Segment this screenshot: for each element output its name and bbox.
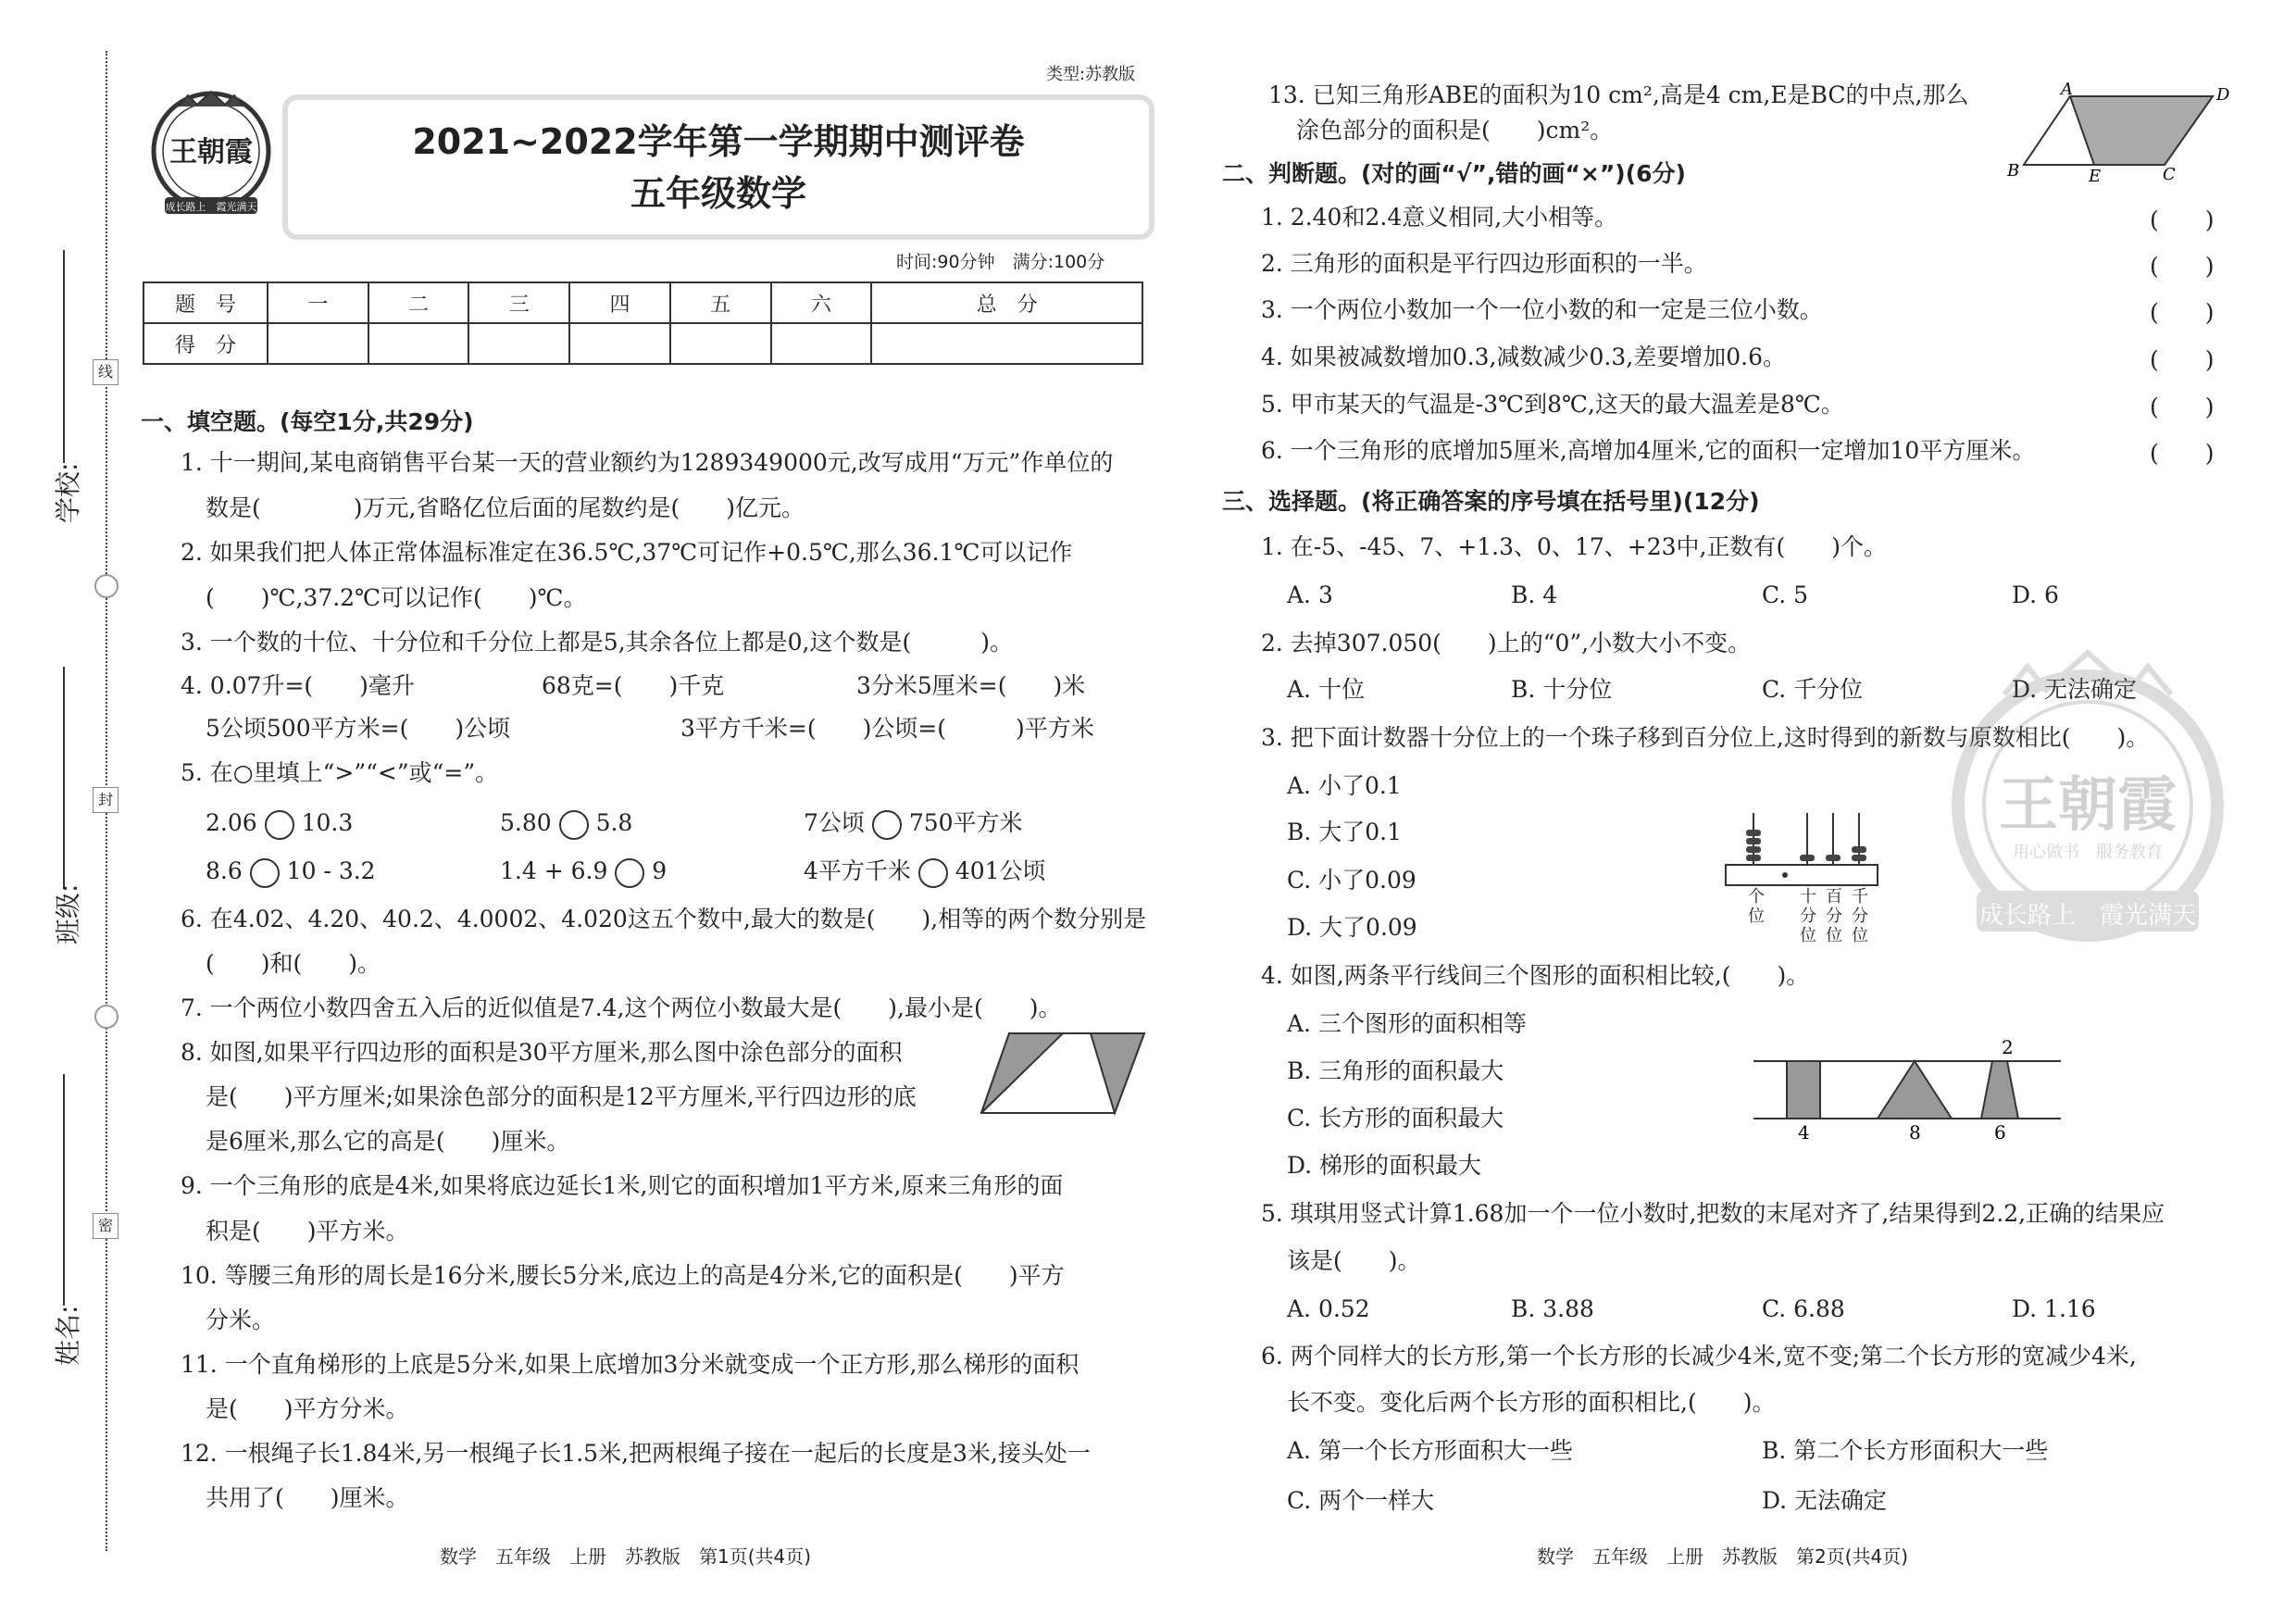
- label-e: E: [2089, 167, 2102, 181]
- score-header-cell: 题 号: [144, 282, 268, 323]
- s1-line: 8. 如图,如果平行四边形的面积是30平方厘米,那么图中涂色部分的面积: [181, 1039, 903, 1066]
- option: B. 大了0.1: [1287, 819, 1403, 845]
- abacus-label: 千分位: [1852, 887, 1868, 945]
- score-input-cell[interactable]: [670, 323, 771, 364]
- class-label: 班级:: [53, 883, 83, 944]
- s1-line: 9. 一个三角形的底是4米,如果将底边延长1米,则它的面积增加1平方米,原来三角形的面: [181, 1172, 1064, 1199]
- s1-line: 6. 在4.02、4.20、40.2、4.0002、4.020这五个数中,最大的数是( ),相等的两个数分别是: [181, 906, 1147, 932]
- compare-item: 2.06 10.3: [206, 807, 353, 840]
- option: C. 两个一样大: [1287, 1487, 1435, 1514]
- s1-line: 7. 一个两位小数四舍五入后的近似值是7.4,这个两位小数最大是( ),最小是( )。: [181, 994, 1062, 1021]
- option: B. 三角形的面积最大: [1287, 1057, 1504, 1084]
- s1-line: 是( )平方分米。: [206, 1395, 409, 1422]
- option: D. 梯形的面积最大: [1287, 1152, 1482, 1179]
- watermark-tagline: 用心做书 服务教育: [2013, 843, 2163, 862]
- choice-stem: 2. 去掉307.050( )上的“0”,小数大小不变。: [1261, 630, 1752, 656]
- option: B. 十分位: [1511, 676, 1613, 703]
- label-a: A: [2061, 81, 2073, 99]
- score-input-cell[interactable]: [569, 323, 670, 364]
- brand-watermark: [1940, 648, 2236, 944]
- name-blank[interactable]: [63, 1074, 65, 1306]
- fig-label-6: 6: [1994, 1121, 2006, 1141]
- score-row-label: 得 分: [144, 323, 268, 364]
- school-blank[interactable]: [63, 250, 65, 463]
- score-input-cell[interactable]: [871, 323, 1142, 364]
- score-header-cell: 六: [771, 282, 872, 323]
- fig-label-4: 4: [1798, 1121, 1810, 1141]
- trapezoid-abcd-figure: [2007, 81, 2229, 181]
- s1-q4-b: 68克=( )千克: [542, 672, 725, 699]
- s1-line: 是6厘米,那么它的高是( )厘米。: [206, 1128, 570, 1155]
- cut-mark-mi: 密: [93, 1213, 119, 1239]
- score-header-cell: 一: [268, 282, 368, 323]
- option: D. 无法确定: [2012, 676, 2138, 703]
- s1-q4-d: 3平方千米=( )公顷=( )平方米: [680, 715, 1094, 742]
- judge-item: 4. 如果被减数增加0.3,减数减少0.3,差要增加0.6。: [1261, 344, 1786, 370]
- option: D. 无法确定: [1762, 1487, 1888, 1514]
- school-label: 学校:: [53, 462, 83, 523]
- judge-item: 1. 2.40和2.4意义相同,大小相等。: [1261, 204, 1618, 231]
- s1-line: 12. 一根绳子长1.84米,另一根绳子长1.5米,把两根绳子接在一起后的长度是3米,接头处一: [181, 1440, 1091, 1467]
- score-table: [143, 281, 1143, 365]
- logo-brand: 王朝霞: [169, 136, 253, 169]
- option: B. 3.88: [1511, 1295, 1594, 1322]
- s1-line: 11. 一个直角梯形的上底是5分米,如果上底增加3分米就变成一个正方形,那么梯形的面积: [181, 1351, 1079, 1378]
- s1-line: 数是( )万元,省略亿位后面的尾数约是( )亿元。: [206, 494, 805, 521]
- s1-line: 5公顷500平方米=( )公顷: [206, 715, 511, 742]
- label-d: D: [2216, 85, 2229, 105]
- q13-line: 涂色部分的面积是( )cm²。: [1296, 117, 1614, 144]
- option: D. 大了0.09: [1287, 914, 1417, 941]
- s1-line: 3. 一个数的十位、十分位和千分位上都是5,其余各位上都是0,这个数是( )。: [181, 629, 1014, 656]
- choice-stem: 长不变。变化后两个长方形的面积相比,( )。: [1287, 1389, 1776, 1416]
- binding-hole: [94, 574, 119, 598]
- s1-line: 5. 在○里填上“>”“<”或“=”。: [181, 759, 499, 786]
- compare-circle[interactable]: [250, 858, 280, 888]
- cut-mark-xian: 线: [93, 359, 119, 385]
- label-b: B: [2007, 161, 2020, 181]
- answer-paren[interactable]: ( ): [2150, 394, 2215, 420]
- cut-mark-feng: 封: [93, 787, 119, 813]
- parallelogram-figure: [980, 1030, 1146, 1119]
- choice-stem: 5. 琪琪用竖式计算1.68加一个一位小数时,把数的末尾对齐了,结果得到2.2,正确的结果应: [1261, 1200, 2165, 1227]
- option: A. 小了0.1: [1287, 772, 1402, 799]
- logo-slogan: 成长路上 霞光满天: [165, 201, 257, 213]
- watermark-brand: 王朝霞: [1999, 770, 2177, 840]
- option: D. 6: [2012, 581, 2059, 608]
- score-header-cell: 三: [468, 282, 569, 323]
- s1-line: 分米。: [206, 1307, 276, 1333]
- option: A. 十位: [1287, 676, 1365, 703]
- judge-item: 5. 甲市某天的气温是-3℃到8℃,这天的最大温差是8℃。: [1261, 391, 1844, 418]
- s1-line: 2. 如果我们把人体正常体温标准定在36.5℃,37℃可记作+0.5℃,那么36.1℃可以记作: [181, 539, 1073, 566]
- judge-item: 2. 三角形的面积是平行四边形面积的一半。: [1261, 250, 1707, 277]
- edition-type: 类型:苏教版: [1046, 65, 1136, 84]
- name-label: 姓名:: [53, 1305, 83, 1366]
- fig-label-8: 8: [1909, 1121, 1921, 1141]
- section1-title: 一、填空题。(每空1分,共29分): [141, 408, 474, 435]
- judge-item: 6. 一个三角形的底增加5厘米,高增加4厘米,它的面积一定增加10平方厘米。: [1261, 437, 2036, 464]
- compare-circle[interactable]: [265, 810, 294, 840]
- score-header-cell: 四: [569, 282, 670, 323]
- label-c: C: [2163, 165, 2176, 181]
- option: A. 三个图形的面积相等: [1287, 1010, 1527, 1037]
- compare-item: 1.4 + 6.9 9: [500, 856, 667, 888]
- choice-stem: 3. 把下面计数器十分位上的一个珠子移到百分位上,这时得到的新数与原数相比( )。: [1261, 724, 2150, 751]
- option: A. 第一个长方形面积大一些: [1287, 1437, 1573, 1464]
- option: A. 0.52: [1287, 1295, 1370, 1322]
- judge-item: 3. 一个两位小数加一个一位小数的和一定是三位小数。: [1261, 296, 1823, 323]
- choice-stem: 该是( )。: [1287, 1247, 1421, 1274]
- compare-circle[interactable]: [918, 858, 948, 888]
- score-header-cell: 二: [368, 282, 469, 323]
- time-score-info: 时间:90分钟 满分:100分: [896, 252, 1105, 272]
- compare-circle[interactable]: [615, 858, 644, 888]
- choice-stem: 1. 在-5、-45、7、+1.3、0、17、+23中,正数有( )个。: [1261, 533, 1887, 560]
- footer-left: 数学 五年级 上册 苏教版 第1页(共4页): [440, 1545, 812, 1568]
- option: C. 小了0.09: [1287, 867, 1416, 894]
- exam-subtitle: 五年级数学: [630, 173, 806, 214]
- option: B. 4: [1511, 581, 1558, 608]
- score-input-cell[interactable]: [771, 323, 872, 364]
- abacus-label: 个位: [1748, 887, 1765, 926]
- compare-circle[interactable]: [872, 810, 902, 840]
- s1-line: 1. 十一期间,某电商销售平台某一天的营业额约为1289349000元,改写成用“万元”作单位的: [181, 449, 1114, 476]
- abacus-figure: [1724, 806, 1881, 889]
- s1-line: ( )℃,37.2℃可以记作( )℃。: [206, 584, 587, 611]
- compare-item: 8.6 10 - 3.2: [206, 856, 376, 888]
- compare-circle[interactable]: [559, 810, 589, 840]
- score-header-cell: 总 分: [871, 282, 1142, 323]
- answer-paren[interactable]: ( ): [2150, 253, 2215, 280]
- option: C. 6.88: [1762, 1295, 1845, 1322]
- score-input-cell[interactable]: [368, 323, 469, 364]
- section3-title: 三、选择题。(将正确答案的序号填在括号里)(12分): [1222, 488, 1760, 515]
- class-blank[interactable]: [63, 667, 65, 889]
- option: D. 1.16: [2012, 1295, 2096, 1322]
- parallel-shapes-figure: [1750, 1037, 2065, 1141]
- option: A. 3: [1287, 581, 1333, 608]
- compare-item: 7公顷 750平方米: [804, 807, 1023, 840]
- answer-paren[interactable]: ( ): [2150, 206, 2215, 233]
- compare-item: 5.80 5.8: [500, 807, 632, 840]
- q13-line: 13. 已知三角形ABE的面积为10 cm²,高是4 cm,E是BC的中点,那么: [1268, 81, 1969, 108]
- choice-stem: 6. 两个同样大的长方形,第一个长方形的长减少4米,宽不变;第二个长方形的宽减少4米,: [1261, 1343, 2137, 1369]
- score-input-cell[interactable]: [468, 323, 569, 364]
- s1-line: 共用了( )厘米。: [206, 1484, 409, 1511]
- brand-logo: [146, 88, 276, 227]
- s1-line: 10. 等腰三角形的周长是16分米,腰长5分米,底边上的高是4分米,它的面积是( )平方: [181, 1262, 1065, 1289]
- answer-paren[interactable]: ( ): [2150, 299, 2215, 326]
- abacus-label: 百分位: [1826, 887, 1842, 945]
- s1-q4-a: 4. 0.07升=( )毫升: [181, 672, 415, 699]
- exam-title: 2021~2022学年第一学期期中测评卷: [412, 121, 1025, 162]
- watermark-slogan: 成长路上 霞光满天: [1978, 902, 2196, 930]
- binding-hole: [94, 1005, 119, 1029]
- choice-stem: 4. 如图,两条平行线间三个图形的面积相比较,( )。: [1261, 962, 1810, 989]
- answer-paren[interactable]: ( ): [2150, 440, 2215, 467]
- answer-paren[interactable]: ( ): [2150, 346, 2215, 373]
- compare-item: 4平方千米 401公顷: [804, 856, 1046, 888]
- s1-line: 是( )平方厘米;如果涂色部分的面积是12平方厘米,平行四边形的底: [206, 1083, 917, 1110]
- s1-q4-c: 3分米5厘米=( )米: [856, 672, 1086, 699]
- footer-right: 数学 五年级 上册 苏教版 第2页(共4页): [1537, 1545, 1909, 1568]
- section2-title: 二、判断题。(对的画“√”,错的画“×”)(6分): [1222, 160, 1686, 187]
- option: C. 长方形的面积最大: [1287, 1105, 1504, 1132]
- option: C. 5: [1762, 581, 1809, 608]
- score-header-cell: 五: [670, 282, 771, 323]
- fig-label-2: 2: [2002, 1037, 2014, 1058]
- option: B. 第二个长方形面积大一些: [1762, 1437, 2049, 1464]
- s1-line: ( )和( )。: [206, 950, 381, 977]
- s1-line: 积是( )平方米。: [206, 1218, 409, 1244]
- option: C. 千分位: [1762, 676, 1864, 703]
- score-input-cell[interactable]: [268, 323, 368, 364]
- abacus-label: 十分位: [1800, 887, 1816, 945]
